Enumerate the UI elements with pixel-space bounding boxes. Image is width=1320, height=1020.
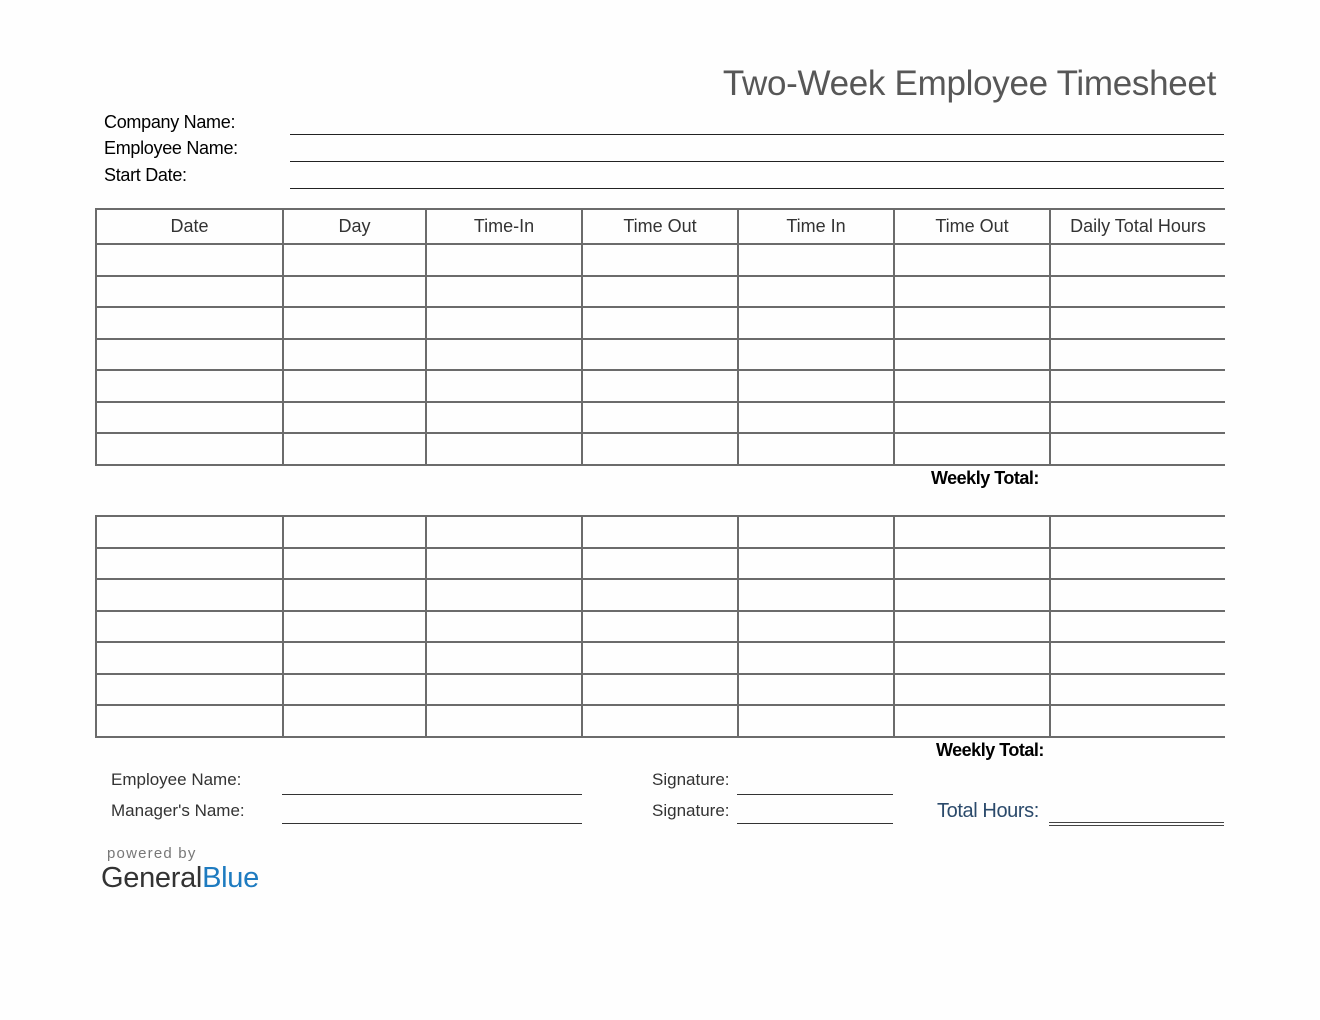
table-row [96,579,1225,611]
brand-general: General [101,862,203,894]
table-cell[interactable] [894,433,1050,465]
table-cell[interactable] [582,307,738,339]
employee-name-field[interactable] [290,161,1224,162]
table-cell[interactable] [738,307,894,339]
table-cell[interactable] [738,244,894,276]
table-row [96,307,1225,339]
col-header-time-in-2: Time In [738,209,894,244]
table-row [96,642,1225,674]
generalblue-logo [101,862,259,895]
table-cell[interactable] [283,307,426,339]
col-header-date: Date [96,209,283,244]
table-cell[interactable] [96,516,283,548]
table-row [96,611,1225,643]
table-cell[interactable] [1050,307,1225,339]
table-cell[interactable] [426,642,582,674]
company-name-label: Company Name: [104,112,236,132]
table-cell[interactable] [96,276,283,308]
table-cell[interactable] [426,433,582,465]
table-cell[interactable] [96,307,283,339]
start-date-field[interactable] [290,188,1224,189]
table-cell[interactable] [426,339,582,371]
table-cell[interactable] [582,579,738,611]
table-cell[interactable] [1050,433,1225,465]
table-cell[interactable] [426,402,582,434]
table-row [96,433,1225,465]
table-cell[interactable] [582,276,738,308]
employee-name-label: Employee Name: [104,138,238,158]
table-cell[interactable] [96,370,283,402]
table-cell[interactable] [96,642,283,674]
table-cell[interactable] [582,642,738,674]
signature-1-label: Signature: [652,770,730,789]
total-hours-field[interactable] [1049,822,1224,826]
table-cell[interactable] [738,674,894,706]
week2-total-label: Weekly Total: [936,740,1044,760]
table-cell[interactable] [283,433,426,465]
table-cell[interactable] [96,339,283,371]
col-header-time-out-2: Time Out [894,209,1050,244]
table-cell[interactable] [738,611,894,643]
table-row [96,370,1225,402]
table-cell[interactable] [738,579,894,611]
table-row [96,674,1225,706]
table-cell[interactable] [1050,244,1225,276]
week2-table [95,515,1225,738]
signature-1-field[interactable] [737,794,893,795]
table-cell[interactable] [283,611,426,643]
col-header-daily-total: Daily Total Hours [1050,209,1225,244]
table-cell[interactable] [894,402,1050,434]
table-cell[interactable] [426,674,582,706]
table-cell[interactable] [1050,642,1225,674]
table-cell[interactable] [582,339,738,371]
table-cell[interactable] [283,674,426,706]
table-cell[interactable] [283,642,426,674]
signature-2-field[interactable] [737,823,893,824]
table-cell[interactable] [426,276,582,308]
table-cell[interactable] [894,516,1050,548]
table-cell[interactable] [283,516,426,548]
table-cell[interactable] [582,402,738,434]
col-header-time-in-1: Time-In [426,209,582,244]
footer-employee-name-field[interactable] [282,794,582,795]
table-row [96,402,1225,434]
table-cell[interactable] [582,433,738,465]
table-cell[interactable] [894,579,1050,611]
table-cell[interactable] [1050,705,1225,737]
table-cell[interactable] [582,370,738,402]
table-cell[interactable] [96,674,283,706]
table-cell[interactable] [582,674,738,706]
brand-blue: Blue [202,862,259,894]
table-cell[interactable] [738,339,894,371]
table-cell[interactable] [426,370,582,402]
table-cell[interactable] [1050,402,1225,434]
table-cell[interactable] [96,402,283,434]
table-cell[interactable] [1050,548,1225,580]
powered-by-text: powered by [107,845,197,862]
table-cell[interactable] [894,548,1050,580]
table-row [96,244,1225,276]
table-cell[interactable] [283,339,426,371]
table-header-row [96,209,1225,244]
table-cell[interactable] [894,642,1050,674]
table-cell[interactable] [283,244,426,276]
table-cell[interactable] [1050,674,1225,706]
table-cell[interactable] [894,307,1050,339]
table-cell[interactable] [738,642,894,674]
table-cell[interactable] [894,276,1050,308]
table-cell[interactable] [738,433,894,465]
table-cell[interactable] [582,516,738,548]
table-cell[interactable] [894,705,1050,737]
table-cell[interactable] [582,244,738,276]
footer-manager-name-label: Manager's Name: [111,801,245,820]
table-row [96,276,1225,308]
table-cell[interactable] [283,548,426,580]
table-cell[interactable] [426,548,582,580]
signature-2-label: Signature: [652,801,730,820]
table-cell[interactable] [426,516,582,548]
table-cell[interactable] [738,402,894,434]
table-cell[interactable] [738,276,894,308]
table-cell[interactable] [426,579,582,611]
table-cell[interactable] [283,705,426,737]
table-cell[interactable] [283,402,426,434]
table-cell[interactable] [426,611,582,643]
table-cell[interactable] [738,548,894,580]
table-cell[interactable] [283,370,426,402]
table-cell[interactable] [738,705,894,737]
table-cell[interactable] [96,579,283,611]
table-cell[interactable] [283,276,426,308]
table-cell[interactable] [96,433,283,465]
company-name-field[interactable] [290,134,1224,135]
table-cell[interactable] [1050,339,1225,371]
table-cell[interactable] [1050,611,1225,643]
table-row [96,705,1225,737]
table-cell[interactable] [1050,516,1225,548]
table-cell[interactable] [426,705,582,737]
table-cell[interactable] [96,548,283,580]
footer-manager-name-field[interactable] [282,823,582,824]
page-title: Two-Week Employee Timesheet [722,64,1216,103]
footer-employee-name-label: Employee Name: [111,770,242,789]
table-cell[interactable] [894,674,1050,706]
table-cell[interactable] [738,370,894,402]
table-cell[interactable] [894,370,1050,402]
table-cell[interactable] [894,244,1050,276]
table-cell[interactable] [1050,276,1225,308]
table-cell[interactable] [738,516,894,548]
col-header-time-out-1: Time Out [582,209,738,244]
start-date-label: Start Date: [104,165,187,185]
week1-total-label: Weekly Total: [931,468,1039,488]
table-row [96,516,1225,548]
table-cell[interactable] [96,611,283,643]
table-cell[interactable] [283,579,426,611]
table-cell[interactable] [96,244,283,276]
table-cell[interactable] [96,705,283,737]
table-cell[interactable] [582,611,738,643]
table-cell[interactable] [894,339,1050,371]
table-cell[interactable] [1050,579,1225,611]
total-hours-label: Total Hours: [937,800,1039,822]
table-cell[interactable] [426,244,582,276]
table-cell[interactable] [894,611,1050,643]
table-cell[interactable] [582,548,738,580]
table-cell[interactable] [582,705,738,737]
table-cell[interactable] [426,307,582,339]
table-row [96,548,1225,580]
table-row [96,339,1225,371]
table-cell[interactable] [1050,370,1225,402]
col-header-day: Day [283,209,426,244]
week1-table [95,208,1225,466]
